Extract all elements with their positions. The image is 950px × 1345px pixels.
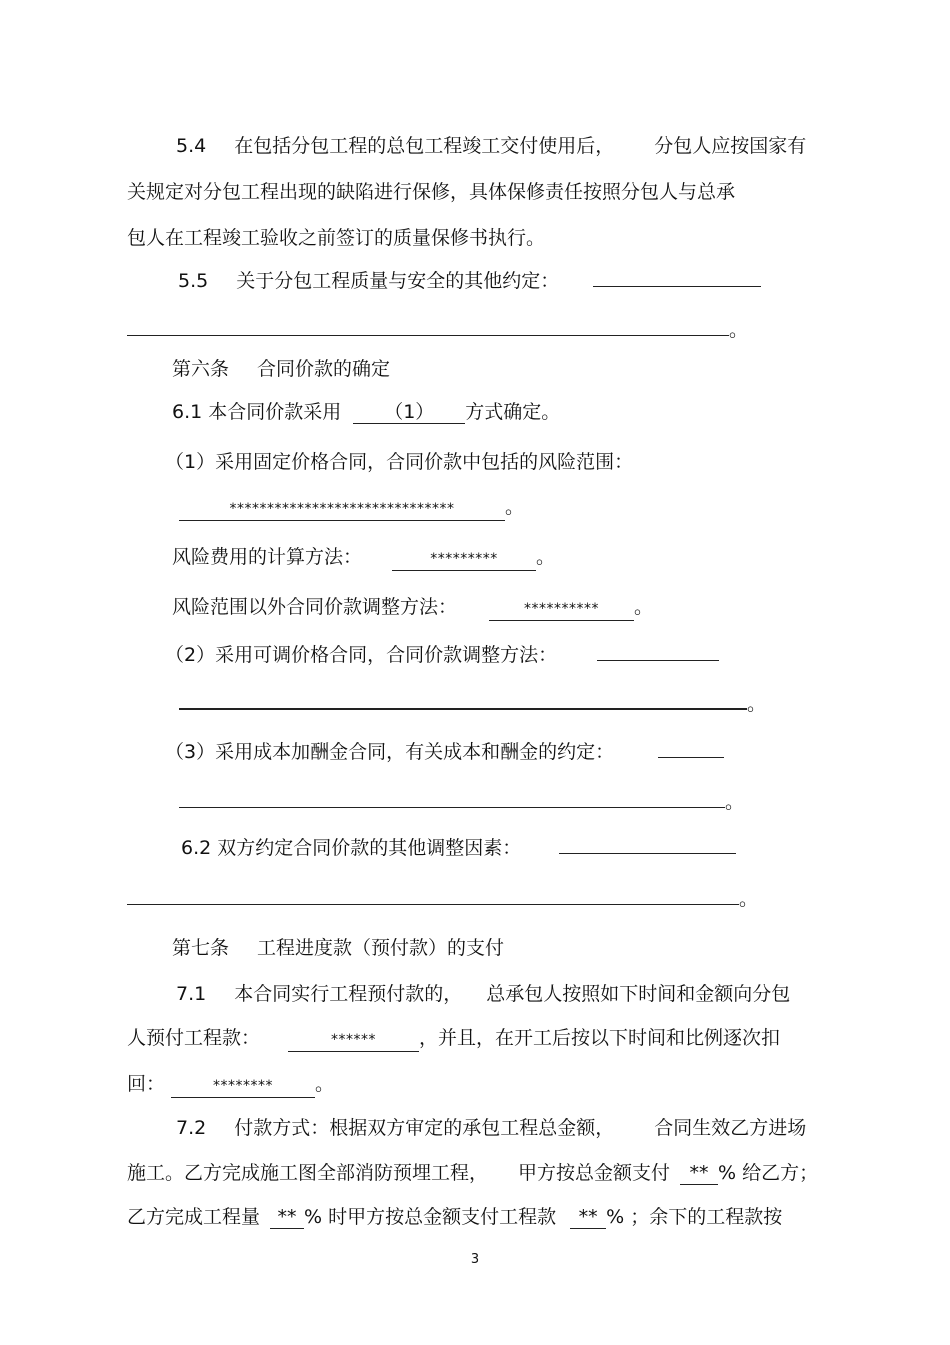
article-title: 第七条 <box>172 937 230 959</box>
clause-text: （3）采用成本加酬金合同，有关成本和酬金的约定： <box>165 741 615 763</box>
clause-text: 6.1 本合同价款采用 <box>172 401 342 423</box>
clause-text: % 时甲方按总金额支付工程款 <box>304 1206 557 1228</box>
deduction-blank: ******** <box>171 1075 315 1098</box>
clause-text: % 给乙方； <box>718 1162 819 1184</box>
outside-risk-line <box>172 595 653 621</box>
clause-text: 在包括分包工程的总包工程竣工交付使用后， <box>234 135 615 157</box>
fill-blank <box>179 708 747 710</box>
clause-7-2-line-2 <box>127 1161 818 1185</box>
clause-text: 甲方按总金额支付 <box>518 1162 671 1184</box>
clause-number: 5.5 <box>178 270 209 292</box>
option-2-continuation <box>179 692 766 716</box>
article-7-heading <box>172 936 504 960</box>
risk-fee-line <box>172 545 555 571</box>
field-label: 风险费用的计算方法： <box>172 546 363 568</box>
page-number: 3 <box>470 1252 480 1267</box>
clause-7-1-line-3 <box>127 1072 334 1098</box>
clause-5-4-line-2: 关规定对分包工程出现的缺陷进行保修，具体保修责任按照分包人与总承 <box>127 181 736 203</box>
fill-blank <box>559 853 736 854</box>
fill-blank <box>658 757 724 758</box>
clause-7-1-line-1 <box>176 982 790 1006</box>
risk-fee-blank: ********* <box>392 548 536 571</box>
article-6-heading <box>172 357 390 381</box>
clause-text: 施工。乙方完成施工图全部消防预埋工程， <box>127 1162 489 1184</box>
risk-scope-line <box>179 495 524 521</box>
article-subtitle: 合同价款的确定 <box>257 358 391 380</box>
clause-number: 5.4 <box>176 135 207 157</box>
period: 。 <box>315 1073 335 1095</box>
outside-risk-blank: ********** <box>489 598 634 621</box>
option-2 <box>165 643 719 667</box>
clause-7-2-line-3 <box>127 1205 782 1229</box>
clause-text: 分包人应按国家有 <box>654 135 807 157</box>
clause-7-1-line-2 <box>127 1026 780 1052</box>
risk-scope-blank: ****************************** <box>179 498 505 521</box>
period: 。 <box>729 319 749 341</box>
option-3-continuation <box>179 790 744 814</box>
advance-payment-blank: ****** <box>288 1029 419 1052</box>
period: 。 <box>634 596 654 618</box>
clause-text: 付款方式：根据双方审定的承包工程总金额， <box>234 1117 615 1139</box>
clause-text: 方式确定。 <box>465 401 561 423</box>
clause-text: 本合同实行工程预付款的， <box>234 983 463 1005</box>
option-3 <box>165 740 724 764</box>
period: 。 <box>725 791 745 813</box>
fill-blank <box>179 807 725 808</box>
article-title: 第六条 <box>172 358 230 380</box>
clause-6-1 <box>172 400 560 424</box>
clause-5-5 <box>178 269 761 293</box>
clause-text: 6.2 双方约定合同价款的其他调整因素： <box>181 837 522 859</box>
period: 。 <box>747 693 767 715</box>
clause-5-4-line-1 <box>176 134 806 158</box>
clause-5-5-continuation <box>127 318 748 342</box>
clause-text: 乙方完成工程量 <box>127 1206 261 1228</box>
fill-blank <box>127 335 729 336</box>
clause-text: 人预付工程款： <box>127 1027 261 1049</box>
clause-text: ，并且，在开工后按以下时间和比例逐次扣 <box>419 1027 781 1049</box>
percent-blank: ** <box>270 1206 304 1229</box>
percent-blank: ** <box>680 1162 718 1185</box>
clause-text: 总承包人按照如下时间和金额向分包 <box>486 983 791 1005</box>
period: 。 <box>536 546 556 568</box>
clause-text: 回： <box>127 1073 166 1095</box>
clause-text: 关于分包工程质量与安全的其他约定： <box>236 270 560 292</box>
clause-number: 7.1 <box>176 983 207 1005</box>
clause-text: （2）采用可调价格合同，合同价款调整方法： <box>165 644 558 666</box>
field-label: 风险范围以外合同价款调整方法： <box>172 596 458 618</box>
clause-7-2-line-1 <box>176 1116 806 1140</box>
fill-blank <box>127 904 739 905</box>
fill-blank <box>597 660 719 661</box>
fill-blank <box>593 286 761 287</box>
article-subtitle: 工程进度款（预付款）的支付 <box>257 937 505 959</box>
clause-6-2-continuation <box>127 887 758 911</box>
period: 。 <box>505 496 525 518</box>
clause-5-4-line-3: 包人在工程竣工验收之前签订的质量保修书执行。 <box>127 227 546 249</box>
clause-number: 7.2 <box>176 1117 207 1139</box>
clause-6-2 <box>181 836 736 860</box>
period: 。 <box>739 888 759 910</box>
clause-text: 合同生效乙方进场 <box>654 1117 807 1139</box>
option-1: （1）采用固定价格合同，合同价款中包括的风险范围： <box>165 451 634 473</box>
percent-blank: ** <box>570 1206 606 1229</box>
clause-text: % ；余下的工程款按 <box>606 1206 783 1228</box>
price-method-blank: （1） <box>353 401 465 424</box>
